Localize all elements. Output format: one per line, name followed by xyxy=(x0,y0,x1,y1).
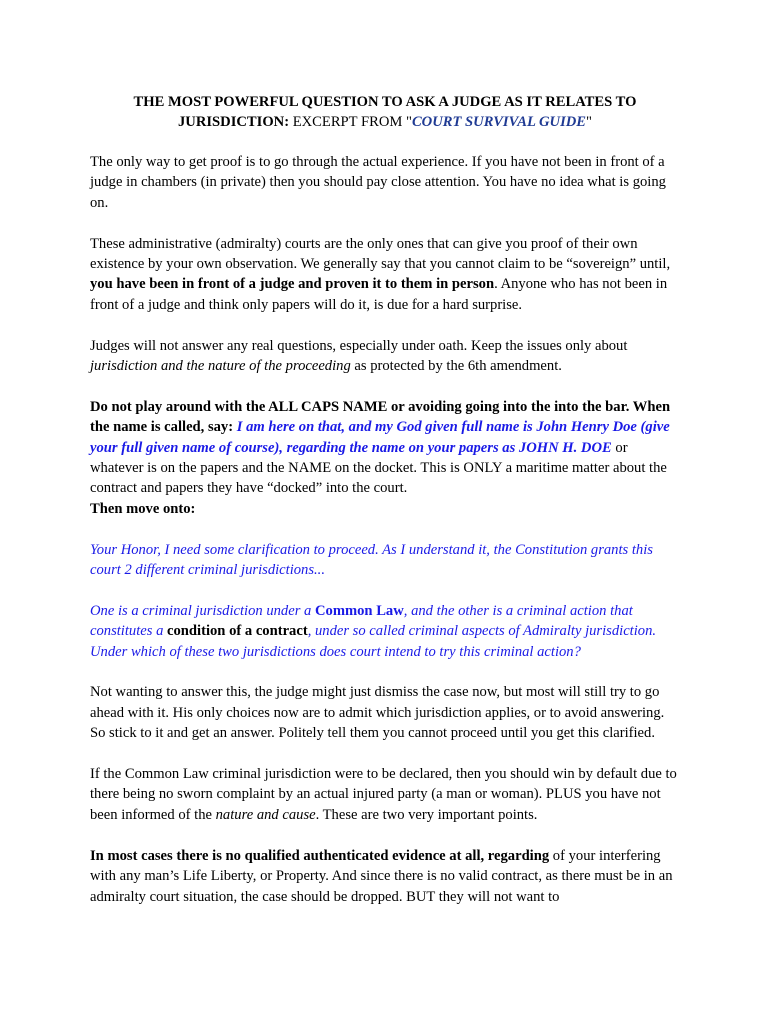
p6-text-a: One is a criminal jurisdiction under a xyxy=(90,602,315,619)
p2-text-a: These administrative (admiralty) courts are the only ones that can give you proof of their own existence by your own observation. We generally say that you cannot claim to be “sovereign” until, xyxy=(90,235,671,273)
title-excerpt-prefix: EXCERPT FROM " xyxy=(289,114,412,130)
paragraph-8 xyxy=(90,764,680,825)
title-line-1: THE MOST POWERFUL QUESTION TO ASK A JUDGE AS IT RELATES TO xyxy=(133,94,637,110)
p4-bold-intro: Do not play around with the ALL CAPS NAME or avoiding going into the into the bar. When the name is called, say: xyxy=(90,398,671,436)
p3-text-a: Judges will not answer any real questions, especially under oath. Keep the issues only about xyxy=(90,337,628,354)
p4-text-c: or whatever is on the papers and the NAME on the docket. This is ONLY a maritime matter about the contract and papers they have “docked” into the court. xyxy=(90,439,667,497)
p3-italic-phrase: jurisdiction and the nature of the proceeding xyxy=(90,358,351,375)
document-title xyxy=(90,92,680,132)
p6-common-law: Common Law xyxy=(314,602,404,619)
p8-italic-phrase: nature and cause xyxy=(215,806,316,823)
p3-text-c: as protected by the 6th amendment. xyxy=(350,358,562,375)
paragraph-3 xyxy=(90,336,680,377)
paragraph-4-followup: Then move onto: xyxy=(90,500,196,517)
p4-blue-statement: I am here on that, and my God given full name is John Henry Doe (give your full given name of course), regarding the name on your papers as JOHN H. DOE xyxy=(90,419,670,456)
paragraph-7: Not wanting to answer this, the judge might just dismiss the case now, but most will still try to go ahead with it. His only choices now are to admit which jurisdiction applies, or to avoid answering. So stick to it and get an answer. Politely tell them you cannot proceed until you get this clarified. xyxy=(90,684,665,742)
paragraph-2 xyxy=(90,234,680,316)
paragraph-6-question xyxy=(90,601,680,662)
title-jurisdiction: JURISDICTION: xyxy=(177,114,290,130)
p6-text-e: , under so called criminal aspects of Admiralty jurisdiction. Under which of these two jurisdictions does court intend to try this criminal action? xyxy=(90,623,657,660)
p8-text-a: If the Common Law criminal jurisdiction were to be declared, then you should win by default due to there being no sworn complaint by an actual injured party (a man or woman). PLUS you have not been informed of the xyxy=(90,766,677,823)
p6-condition-of-contract: condition of a contract xyxy=(167,623,308,640)
paragraph-1: The only way to get proof is to go through the actual experience. If you have not been in front of a judge in chambers (in private) then you should pay close attention. You have no idea what is going on. xyxy=(90,154,666,211)
p9-bold-intro: In most cases there is no qualified authenticated evidence at all, regarding xyxy=(90,847,550,864)
p8-text-c: . These are two very important points. xyxy=(315,806,538,823)
paragraph-4 xyxy=(90,397,680,499)
paragraph-5-question: Your Honor, I need some clarification to proceed. As I understand it, the Constitution grants this court 2 different criminal jurisdictions... xyxy=(90,541,653,579)
document-page xyxy=(90,92,680,927)
p6-text-c: , and the other is a criminal action that constitutes a xyxy=(90,602,633,640)
p2-text-c: . Anyone who has not been in front of a judge and think only papers will do it, is due for a hard surprise. xyxy=(90,276,668,313)
p2-bold-phrase: you have been in front of a judge and proven it to them in person xyxy=(90,276,495,293)
title-guide-name: COURT SURVIVAL GUIDE xyxy=(411,114,587,130)
p9-text-b: of your interfering with any man’s Life Liberty, or Property. And since there is no valid contract, as there must be in an admiralty court situation, the case should be dropped. BUT they will not want to xyxy=(90,847,673,905)
paragraph-9 xyxy=(90,846,680,907)
title-excerpt-suffix: " xyxy=(586,114,593,130)
